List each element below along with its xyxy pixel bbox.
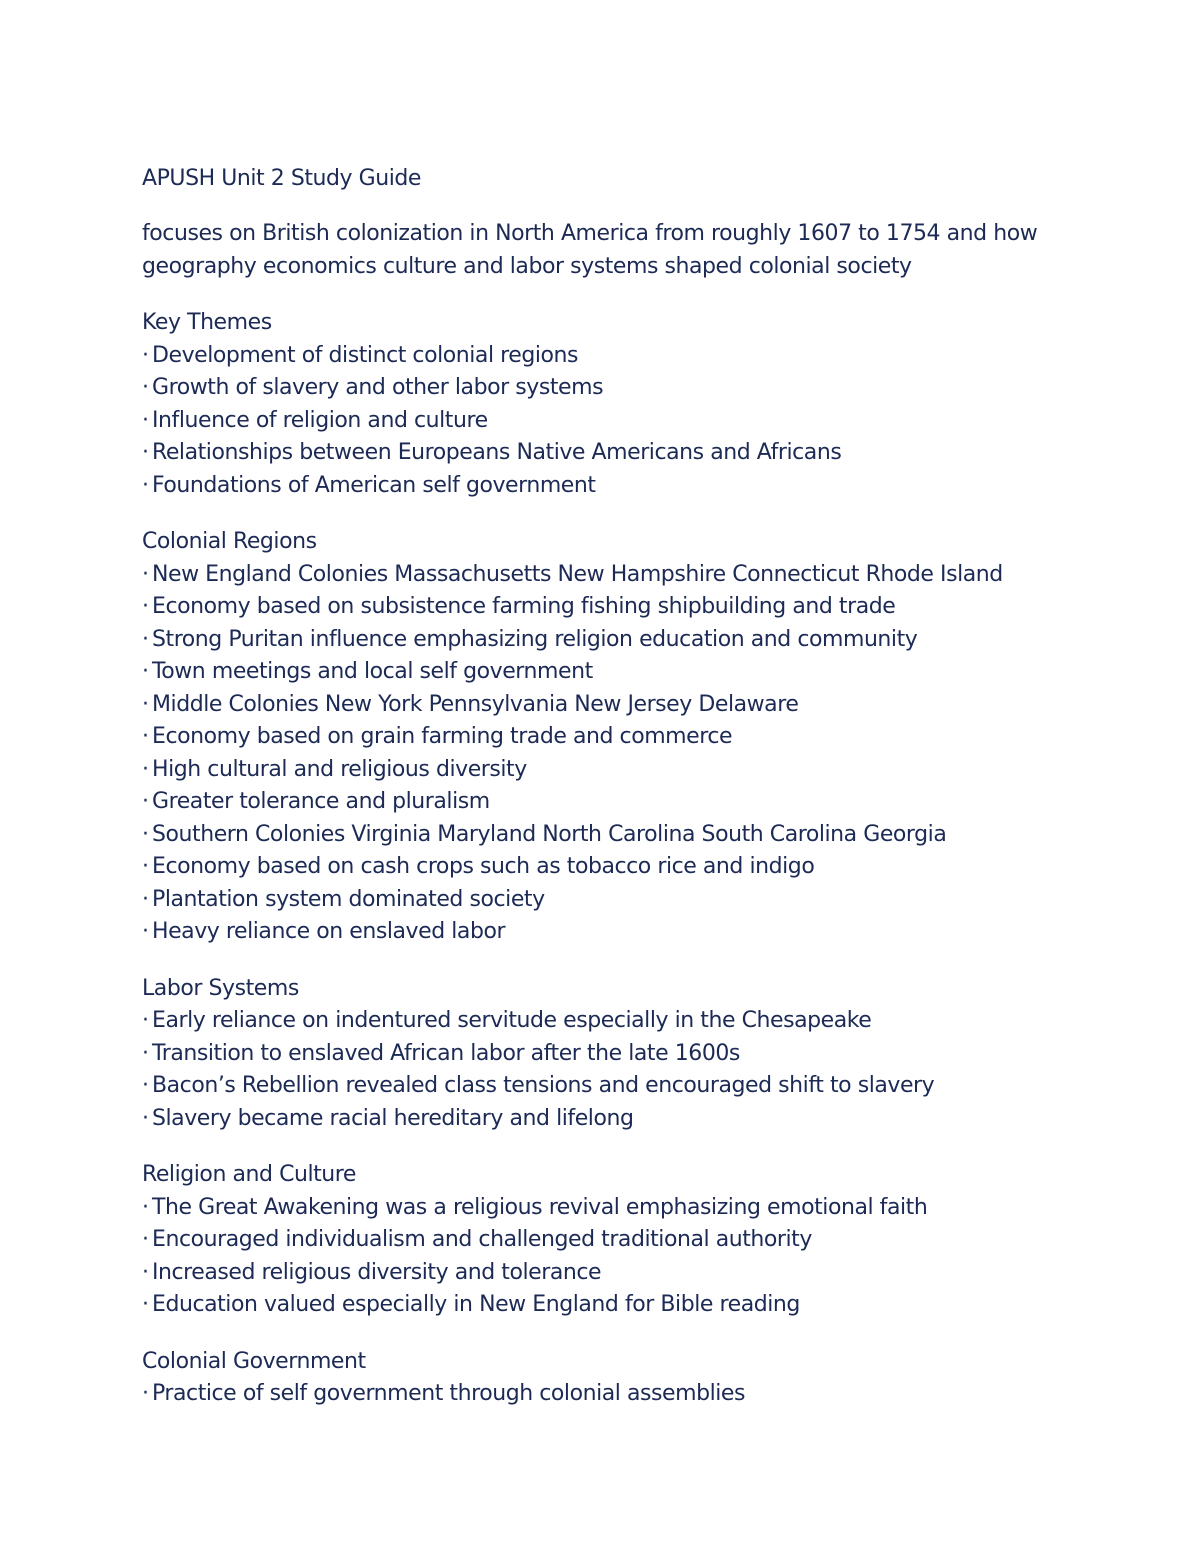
bullet-list	[142, 559, 1102, 949]
bullet-item	[142, 656, 1102, 689]
bullet-text: Southern Colonies Virginia Maryland North Carolina South Carolina Georgia	[152, 821, 947, 847]
bullet-item	[142, 624, 1102, 657]
bullet-list	[142, 1192, 1102, 1322]
bullet-text: Plantation system dominated society	[152, 886, 545, 912]
bullet-marker: ·	[142, 1381, 149, 1406]
bullet-text: Economy based on cash crops such as tobacco rice and indigo	[152, 854, 815, 879]
bullet-marker: ·	[142, 1073, 149, 1098]
bullet-item	[142, 559, 1102, 592]
bullet-item	[142, 1005, 1102, 1038]
section-heading: Labor Systems	[142, 975, 299, 1001]
bullet-text: Foundations of American self government	[152, 472, 596, 498]
intro-paragraph	[142, 218, 1102, 283]
bullet-marker: ·	[142, 342, 149, 368]
bullet-text: New England Colonies Massachusetts New Hampshire Connecticut Rhode Island	[152, 561, 1003, 587]
bullet-marker: ·	[142, 1040, 149, 1066]
bullet-list	[142, 340, 1102, 503]
bullet-item	[142, 851, 1102, 884]
bullet-text: Early reliance on indentured servitude especially in the Chesapeake	[152, 1008, 872, 1033]
bullet-marker: ·	[142, 659, 149, 684]
bullet-item	[142, 884, 1102, 917]
sections-container	[142, 307, 1102, 1411]
bullet-item	[142, 916, 1102, 949]
bullet-item	[142, 470, 1102, 503]
bullet-item	[142, 1378, 1102, 1411]
bullet-item	[142, 591, 1102, 624]
intro-line: focuses on British colonization in North America from roughly 1607 to 1754 and how	[142, 221, 1038, 246]
bullet-marker: ·	[142, 886, 149, 912]
bullet-text: Relationships between Europeans Native Americans and Africans	[152, 440, 842, 465]
bullet-item	[142, 437, 1102, 470]
bullet-marker: ·	[142, 756, 149, 782]
bullet-marker: ·	[142, 1292, 149, 1317]
bullet-text: Middle Colonies New York Pennsylvania New Jersey Delaware	[152, 691, 799, 717]
bullet-text: Growth of slavery and other labor systems	[152, 375, 604, 400]
bullet-item	[142, 405, 1102, 438]
bullet-marker: ·	[142, 472, 149, 498]
bullet-text: Economy based on grain farming trade and commerce	[152, 724, 733, 749]
bullet-item	[142, 689, 1102, 722]
document-page	[142, 163, 1102, 1435]
bullet-marker: ·	[142, 375, 149, 400]
bullet-marker: ·	[142, 821, 149, 847]
bullet-item	[142, 1103, 1102, 1136]
bullet-marker: ·	[142, 1008, 149, 1033]
bullet-text: Influence of religion and culture	[152, 407, 488, 433]
bullet-item	[142, 819, 1102, 852]
bullet-text: Slavery became racial hereditary and lifelong	[152, 1105, 634, 1131]
bullet-item	[142, 1070, 1102, 1103]
section-heading: Colonial Government	[142, 1348, 366, 1374]
bullet-marker: ·	[142, 854, 149, 879]
intro-line: geography economics culture and labor systems shaped colonial society	[142, 253, 912, 279]
bullet-text: Encouraged individualism and challenged traditional authority	[152, 1227, 812, 1252]
bullet-list	[142, 1378, 1102, 1411]
bullet-text: Heavy reliance on enslaved labor	[152, 919, 506, 944]
bullet-item	[142, 1192, 1102, 1225]
section-labor-systems	[142, 973, 1102, 1136]
section-religion-and-culture	[142, 1159, 1102, 1322]
bullet-marker: ·	[142, 1259, 149, 1285]
bullet-item	[142, 786, 1102, 819]
bullet-item	[142, 721, 1102, 754]
bullet-text: Economy based on subsistence farming fishing shipbuilding and trade	[152, 594, 896, 619]
section-heading: Key Themes	[142, 310, 272, 335]
bullet-marker: ·	[142, 691, 149, 717]
bullet-text: High cultural and religious diversity	[152, 756, 527, 782]
bullet-list	[142, 1005, 1102, 1135]
bullet-marker: ·	[142, 1194, 149, 1220]
bullet-item	[142, 1257, 1102, 1290]
section-colonial-regions	[142, 526, 1102, 949]
section-heading: Colonial Regions	[142, 529, 317, 554]
bullet-text: Practice of self government through colonial assemblies	[152, 1381, 746, 1406]
bullet-text: The Great Awakening was a religious revival emphasizing emotional faith	[152, 1194, 928, 1220]
bullet-item	[142, 1224, 1102, 1257]
bullet-marker: ·	[142, 594, 149, 619]
bullet-text: Education valued especially in New England for Bible reading	[152, 1292, 800, 1317]
bullet-text: Transition to enslaved African labor after the late 1600s	[152, 1040, 740, 1066]
section-heading: Religion and Culture	[142, 1162, 356, 1187]
bullet-marker: ·	[142, 724, 149, 749]
bullet-marker: ·	[142, 789, 149, 814]
bullet-marker: ·	[142, 1227, 149, 1252]
bullet-item	[142, 1038, 1102, 1071]
bullet-text: Strong Puritan influence emphasizing religion education and community	[152, 626, 918, 652]
bullet-item	[142, 754, 1102, 787]
bullet-text: Town meetings and local self government	[152, 659, 593, 684]
document-title: APUSH Unit 2 Study Guide	[142, 166, 422, 191]
section-colonial-government	[142, 1346, 1102, 1411]
bullet-text: Increased religious diversity and tolerance	[152, 1259, 602, 1285]
bullet-item	[142, 372, 1102, 405]
bullet-marker: ·	[142, 919, 149, 944]
bullet-item	[142, 1289, 1102, 1322]
bullet-marker: ·	[142, 561, 149, 587]
bullet-text: Greater tolerance and pluralism	[152, 789, 490, 814]
section-key-themes	[142, 307, 1102, 502]
bullet-text: Development of distinct colonial regions	[152, 342, 579, 368]
bullet-text: Bacon’s Rebellion revealed class tensions and encouraged shift to slavery	[152, 1073, 935, 1098]
bullet-item	[142, 340, 1102, 373]
bullet-marker: ·	[142, 407, 149, 433]
bullet-marker: ·	[142, 626, 149, 652]
bullet-marker: ·	[142, 1105, 149, 1131]
bullet-marker: ·	[142, 440, 149, 465]
